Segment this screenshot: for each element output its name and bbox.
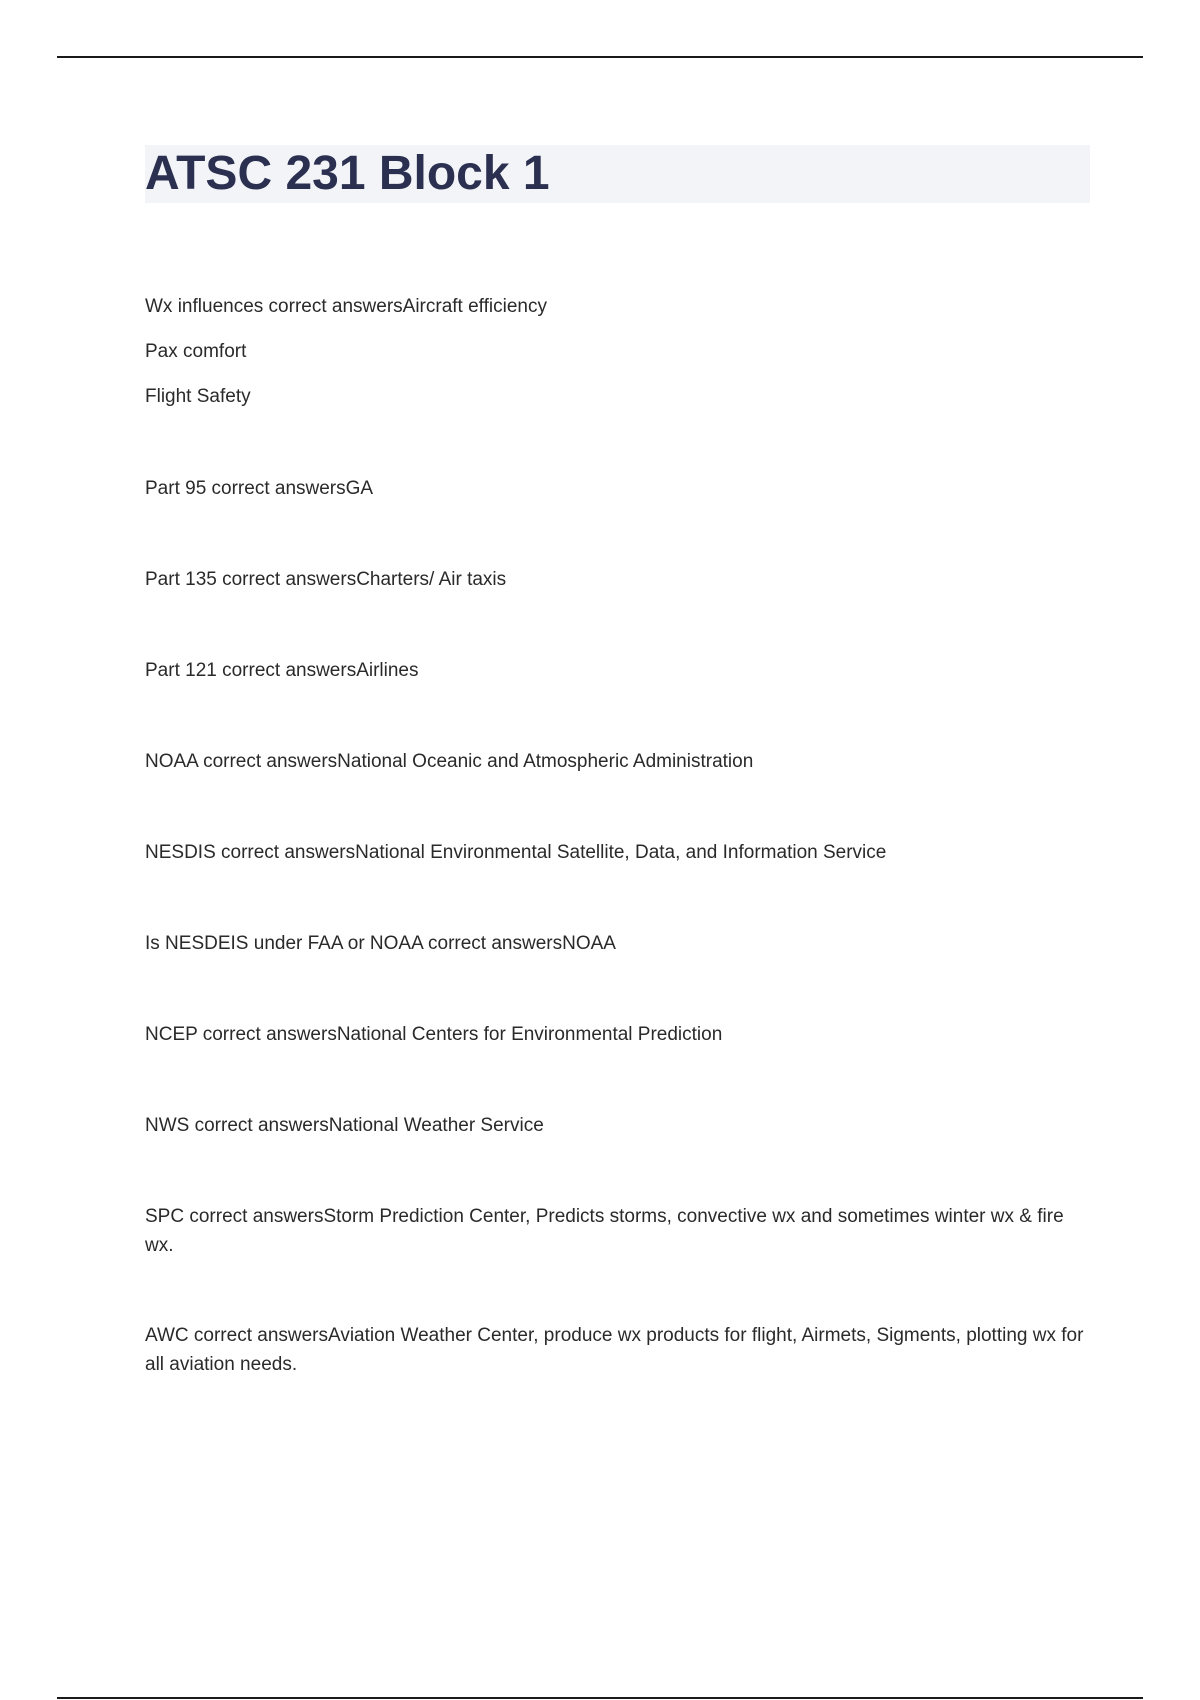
entry-line: NCEP correct answersNational Centers for Environmental Prediction [145, 1024, 723, 1045]
entry-nesdeis-under [145, 929, 1090, 974]
entry-spc [145, 1202, 1090, 1276]
top-rule [57, 56, 1143, 58]
entry-line: SPC correct answersStorm Prediction Center, Predicts storms, convective wx and sometimes winter wx & fire wx. [145, 1206, 1064, 1256]
bottom-rule [57, 1697, 1143, 1699]
entry-line: NOAA correct answersNational Oceanic and Atmospheric Administration [145, 751, 754, 772]
page-title: ATSC 231 Block 1 [145, 147, 550, 200]
entry-awc [145, 1321, 1090, 1395]
entry-line: NESDIS correct answersNational Environmental Satellite, Data, and Information Service [145, 842, 887, 863]
entry-nesdis [145, 838, 1090, 883]
entry-part-121 [145, 656, 1090, 701]
entry-ncep [145, 1020, 1090, 1065]
entry-noaa [145, 747, 1090, 792]
entry-line: Part 135 correct answersCharters/ Air taxis [145, 569, 507, 590]
entry-line: Flight Safety [145, 386, 251, 407]
entry-part-95 [145, 474, 1090, 519]
entry-nws [145, 1111, 1090, 1156]
entry-line: NWS correct answersNational Weather Service [145, 1115, 544, 1136]
entry-part-135 [145, 565, 1090, 610]
entry-line: Part 121 correct answersAirlines [145, 660, 419, 681]
entry-line: Wx influences correct answersAircraft efficiency [145, 296, 547, 317]
entry-line: Is NESDEIS under FAA or NOAA correct answersNOAA [145, 933, 616, 954]
entry-wx-influences [145, 292, 1090, 427]
entry-line: Pax comfort [145, 341, 247, 362]
entry-line: AWC correct answersAviation Weather Center, produce wx products for flight, Airmets, Sigments, plotting wx for all aviation needs. [145, 1325, 1084, 1375]
entry-line: Part 95 correct answersGA [145, 478, 374, 499]
